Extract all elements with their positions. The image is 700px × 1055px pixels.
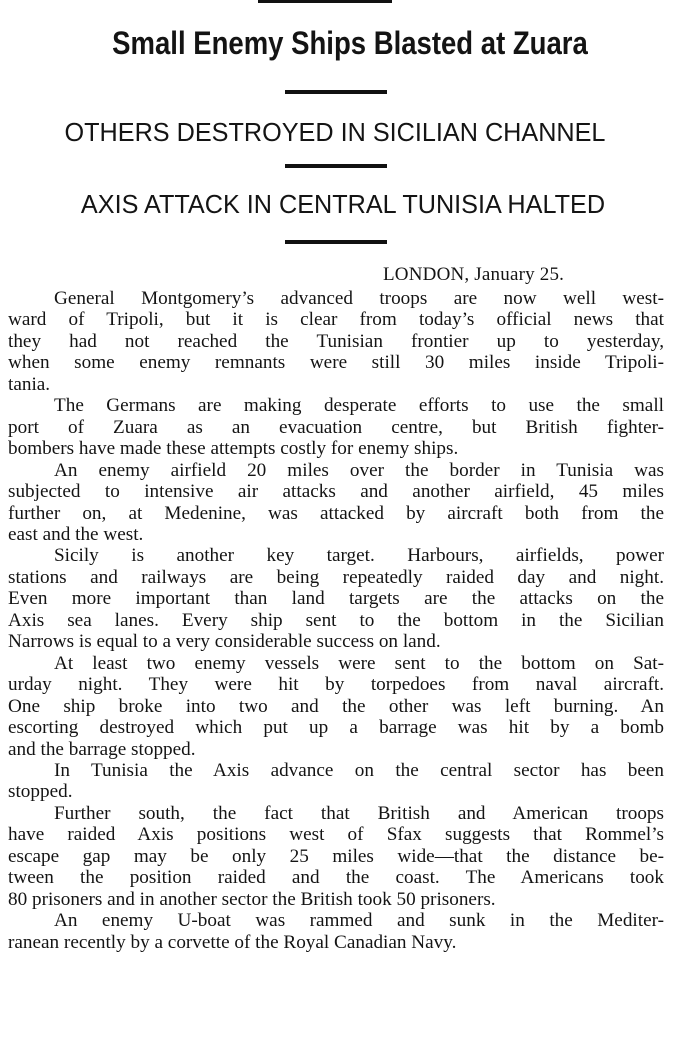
- body-line: tania.: [8, 373, 51, 395]
- body-line: they had not reached the Tunisian frontier up to yesterday,: [8, 330, 664, 352]
- body-line: ranean recently by a corvette of the Royal Canadian Navy.: [8, 931, 457, 953]
- headline: Small Enemy Ships Blasted at Zuara: [112, 25, 588, 61]
- subheading-1: OTHERS DESTROYED IN SICILIAN CHANNEL: [64, 117, 606, 147]
- body-line: In Tunisia the Axis advance on the central sector has been: [54, 759, 664, 781]
- body-line: One ship broke into two and the other was left burning. An: [8, 695, 664, 717]
- body-line: east and the west.: [8, 523, 144, 545]
- body-line: Even more important than land targets are the attacks on the: [8, 588, 664, 610]
- body-line: urday night. They were hit by torpedoes from naval aircraft.: [8, 674, 664, 696]
- divider-rule: [285, 240, 387, 244]
- top-rule: [258, 0, 392, 3]
- body-line: An enemy airfield 20 miles over the border in Tunisia was: [54, 459, 664, 481]
- divider-rule: [285, 164, 387, 168]
- body-line: escorting destroyed which put up a barrage was hit by a bomb: [8, 717, 664, 739]
- article-body: [8, 288, 664, 953]
- body-line: have raided Axis positions west of Sfax suggests that Rommel’s: [8, 824, 664, 846]
- body-line: escape gap may be only 25 miles wide—that the distance be-: [8, 845, 664, 867]
- body-line: port of Zuara as an evacuation centre, but British fighter-: [8, 416, 664, 438]
- body-line: tween the position raided and the coast. The Americans took: [8, 867, 664, 889]
- body-line: Sicily is another key target. Harbours, airfields, power: [54, 545, 664, 567]
- body-line: further on, at Medenine, was attacked by aircraft both from the: [8, 502, 664, 524]
- body-line: Further south, the fact that British and American troops: [54, 802, 664, 824]
- body-line: An enemy U-boat was rammed and sunk in the Mediter-: [54, 910, 664, 932]
- body-line: The Germans are making desperate efforts to use the small: [54, 395, 664, 417]
- body-line: bombers have made these attempts costly for enemy ships.: [8, 438, 459, 460]
- divider-rule: [285, 90, 387, 94]
- body-line: and the barrage stopped.: [8, 738, 196, 760]
- body-line: subjected to intensive air attacks and another airfield, 45 miles: [8, 481, 664, 503]
- body-line: Axis sea lanes. Every ship sent to the bottom in the Sicilian: [8, 609, 664, 631]
- body-line: ward of Tripoli, but it is clear from today’s official news that: [8, 309, 664, 331]
- body-line: stations and railways are being repeatedly raided day and night.: [8, 566, 664, 588]
- body-line: Narrows is equal to a very considerable success on land.: [8, 631, 441, 653]
- body-line: stopped.: [8, 781, 73, 803]
- subheading-2: AXIS ATTACK IN CENTRAL TUNISIA HALTED: [80, 189, 606, 219]
- dateline: LONDON, January 25.: [383, 264, 565, 285]
- body-line: when some enemy remnants were still 30 miles inside Tripoli-: [8, 352, 664, 374]
- body-line: General Montgomery’s advanced troops are now well west-: [54, 288, 664, 309]
- body-line: 80 prisoners and in another sector the British took 50 prisoners.: [8, 888, 496, 910]
- body-line: At least two enemy vessels were sent to the bottom on Sat-: [54, 652, 664, 674]
